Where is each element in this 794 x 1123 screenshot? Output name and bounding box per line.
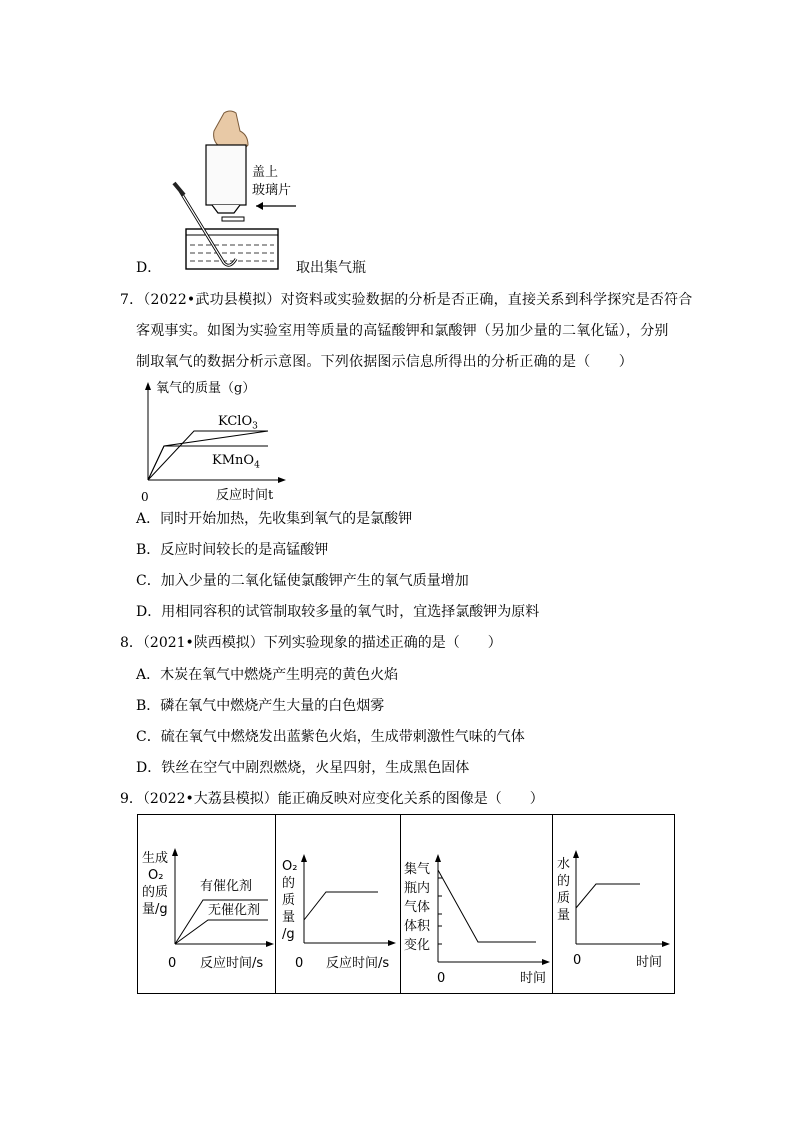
chart-x-label: 反应时间t [216, 488, 274, 503]
gas-bottle [206, 145, 246, 205]
panel-c-x-label: 时间 [520, 971, 547, 986]
panel-d-curve [576, 884, 640, 908]
panel-b-curve [304, 892, 378, 920]
chart-origin: 0 [141, 490, 149, 504]
option-d-caption: 取出集气瓶 [296, 260, 366, 276]
question-8-option-d: D．铁丝在空气中剧烈燃烧，火星四射，生成黑色固体 [136, 760, 470, 776]
panel-a-y-label: 生成 O₂ 的质 量/g [142, 851, 169, 917]
question-7-option-c: C．加入少量的二氧化锰使氯酸钾产生的氧气质量增加 [136, 573, 469, 589]
question-7-option-a: A．同时开始加热，先收集到氧气的是氯酸钾 [136, 511, 413, 527]
question-9-stem: 9．（2022•大荔县模拟）能正确反映对应变化关系的图像是（ ） [120, 791, 544, 807]
glass-plate-label-2: 玻璃片 [252, 183, 292, 198]
question-7-stem-line-1: 7．（2022•武功县模拟）对资料或实验数据的分析是否正确，直接关系到科学探究是否符合 [120, 292, 693, 308]
panel-a-origin: 0 [168, 956, 177, 971]
panel-d-y-label: 水 的 质 量 [557, 857, 571, 923]
chart-y-label: 氧气的质量（g） [156, 381, 256, 396]
kclo3-label: KClO$_3$ [218, 414, 258, 432]
panel-d-x-label: 时间 [636, 955, 663, 970]
panel-d-origin: 0 [573, 953, 582, 968]
panel-a-x-label: 反应时间/s [200, 956, 264, 971]
panel-a-plot [168, 842, 276, 952]
without-catalyst-line [175, 920, 268, 944]
kmno4-label: KMnO$_4$ [212, 453, 260, 471]
question-8-option-b: B．磷在氧气中燃烧产生大量的白色烟雾 [136, 698, 385, 714]
panel-divider-3 [552, 814, 553, 994]
panel-b-y-label: O₂ 的 质 量 /g [282, 859, 298, 942]
hand-illustration [214, 111, 248, 149]
question-7-stem-line-3: 制取氧气的数据分析示意图。下列依据图示信息所得出的分析正确的是（ ） [136, 354, 633, 370]
question-7-option-d: D．用相同容积的试管制取较多量的氧气时，宜选择氯酸钾为原料 [136, 604, 540, 620]
panel-b-x-label: 反应时间/s [326, 956, 390, 971]
panel-b-origin: 0 [295, 956, 304, 971]
question-8-option-c: C．硫在氧气中燃烧发出蓝紫色火焰，生成带刺激性气味的气体 [136, 729, 525, 745]
without-catalyst-label: 无催化剂 [208, 903, 261, 918]
option-letter-d: D． [136, 260, 162, 276]
panel-c-origin: 0 [437, 971, 446, 986]
question-8-stem: 8．（2021•陕西模拟）下列实验现象的描述正确的是（ ） [120, 635, 502, 651]
question-7-stem-line-2: 客观事实。如图为实验室用等质量的高锰酸钾和氯酸钾（另加少量的二氧化锰），分别 [136, 323, 669, 339]
panel-c-plot [432, 850, 552, 970]
question-8-option-a: A．木炭在氧气中燃烧产生明亮的黄色火焰 [136, 667, 399, 683]
glass-plate-label-1: 盖上 [252, 165, 279, 180]
panel-d-plot [570, 846, 674, 950]
panel-c-curve [438, 870, 536, 942]
panel-c-y-label: 集气 瓶内 气体 体积 变化 [404, 862, 431, 953]
glass-plate [222, 217, 244, 221]
panel-divider-2 [400, 814, 401, 994]
with-catalyst-label: 有催化剂 [200, 879, 253, 894]
panel-b-plot [298, 850, 398, 950]
question-7-option-b: B．反应时间较长的是高锰酸钾 [136, 542, 329, 558]
